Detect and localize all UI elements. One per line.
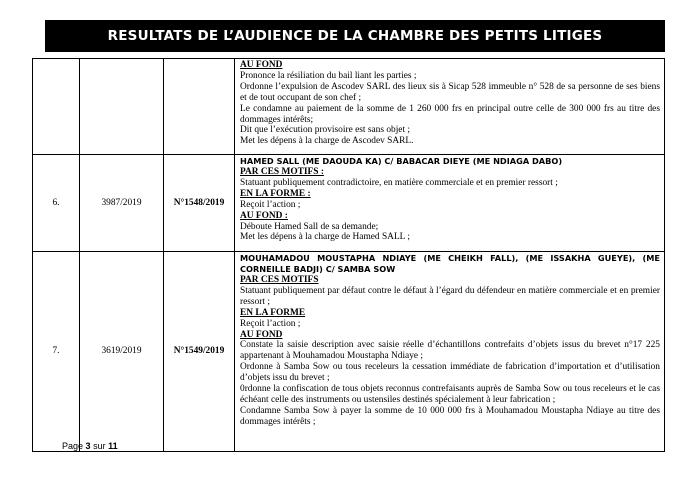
- ruling-text: [235, 252, 665, 452]
- case-number: 7.: [33, 252, 80, 452]
- ruling-line: 0rdonne la confiscation de tous objets reconnus contrefaisants auprès de Samba Sow ou tous receleurs et le cas échéant celle des instruments ou ustensiles destinés spécialement à leur fabrication ;: [240, 384, 660, 405]
- section-heading: AU FOND: [240, 329, 283, 340]
- parties-line: HAMED SALL (ME DAOUDA KA) C/ BABACAR DIEYE (ME NDIAGA DABO): [240, 156, 563, 166]
- page-total: 11: [108, 441, 118, 451]
- section-heading: AU FOND: [240, 60, 283, 70]
- ruling-line: Le condamne au paiement de la somme de 1 260 000 frs en principal outre celle de 300 000 frs au titre des dommages intérêts;: [240, 103, 660, 125]
- ruling-line: Met les dépens à la charge de Hamed SALL ;: [240, 232, 410, 243]
- ruling-line: Reçoit l’action ;: [240, 318, 301, 329]
- section-heading: PAR CES MOTIFS: [240, 275, 319, 285]
- section-heading: AU FOND :: [240, 210, 288, 221]
- ruling-line: Déboute Hamed Sall de sa demande;: [240, 221, 379, 232]
- ruling-line: Reçoit l’action ;: [240, 199, 301, 210]
- section-heading: EN LA FORME :: [240, 188, 311, 199]
- ruling-line: Statuant publiquement par défaut contre le défaut à l’égard du défendeur en matière commerciale et en premier ressort ;: [240, 285, 660, 307]
- page-label: Page: [62, 441, 84, 451]
- table-row: [33, 252, 665, 452]
- case-number: [33, 59, 80, 155]
- decision-number: N°1548/2019: [164, 155, 235, 252]
- section-heading: PAR CES MOTIFS :: [240, 167, 324, 177]
- results-table: [32, 58, 665, 452]
- ruling-line: Condamne Samba Sow à payer la somme de 10 000 000 frs à Mouhamadou Moustapha Ndiaye au titre des dommages intérêts ;: [240, 405, 660, 427]
- table-row: [33, 155, 665, 252]
- ruling-line: Statuant publiquement contradictoire, en matière commerciale et en premier ressort ;: [240, 177, 558, 188]
- page-banner: [45, 20, 665, 52]
- ruling-line: Constate la saisie description avec saisie réelle d’échantillons contrefaits d’objets issus du brevet n°17 225 appartenant à Mouhamadou Moustapha Ndiaye ;: [240, 340, 660, 362]
- ruling-line: Prononce la résiliation du bail liant les parties ;: [240, 70, 417, 81]
- case-reference: [80, 59, 164, 155]
- page-footer: [62, 441, 118, 451]
- decision-number: [164, 59, 235, 155]
- ruling-line: Dit que l’exécution provisoire est sans objet ;: [240, 125, 411, 136]
- case-reference: 3987/2019: [80, 155, 164, 252]
- decision-number: N°1549/2019: [164, 252, 235, 452]
- banner-title: RESULTATS DE L’AUDIENCE DE LA CHAMBRE DES PETITS LITIGES: [107, 28, 603, 44]
- parties-line: MOUHAMADOU MOUSTAPHA NDIAYE (ME CHEIKH FALL), (ME ISSAKHA GUEYE), (ME CORNEILLE BADJI) C/ SAMBA SOW: [240, 253, 660, 274]
- section-heading: EN LA FORME: [240, 307, 306, 318]
- table-row: [33, 59, 665, 155]
- case-reference: 3619/2019: [80, 252, 164, 452]
- ruling-text: [235, 59, 665, 155]
- case-number: 6.: [33, 155, 80, 252]
- ruling-text: [235, 155, 665, 252]
- page-of-label: sur: [93, 441, 106, 451]
- ruling-line: Ordonne à Samba Sow ou tous receleurs la cessation immédiate de fabrication d’importation et d’utilisation d’objets issu du brevet ;: [240, 362, 660, 384]
- ruling-line: Met les dépens à la charge de Ascodev SARL.: [240, 136, 414, 147]
- page-number: 3: [85, 441, 91, 451]
- ruling-line: Ordonne l’expulsion de Ascodev SARL des lieux sis à Sicap 528 immeuble n° 528 de sa personne de ses biens et de tout occupant de son chef ;: [240, 81, 660, 103]
